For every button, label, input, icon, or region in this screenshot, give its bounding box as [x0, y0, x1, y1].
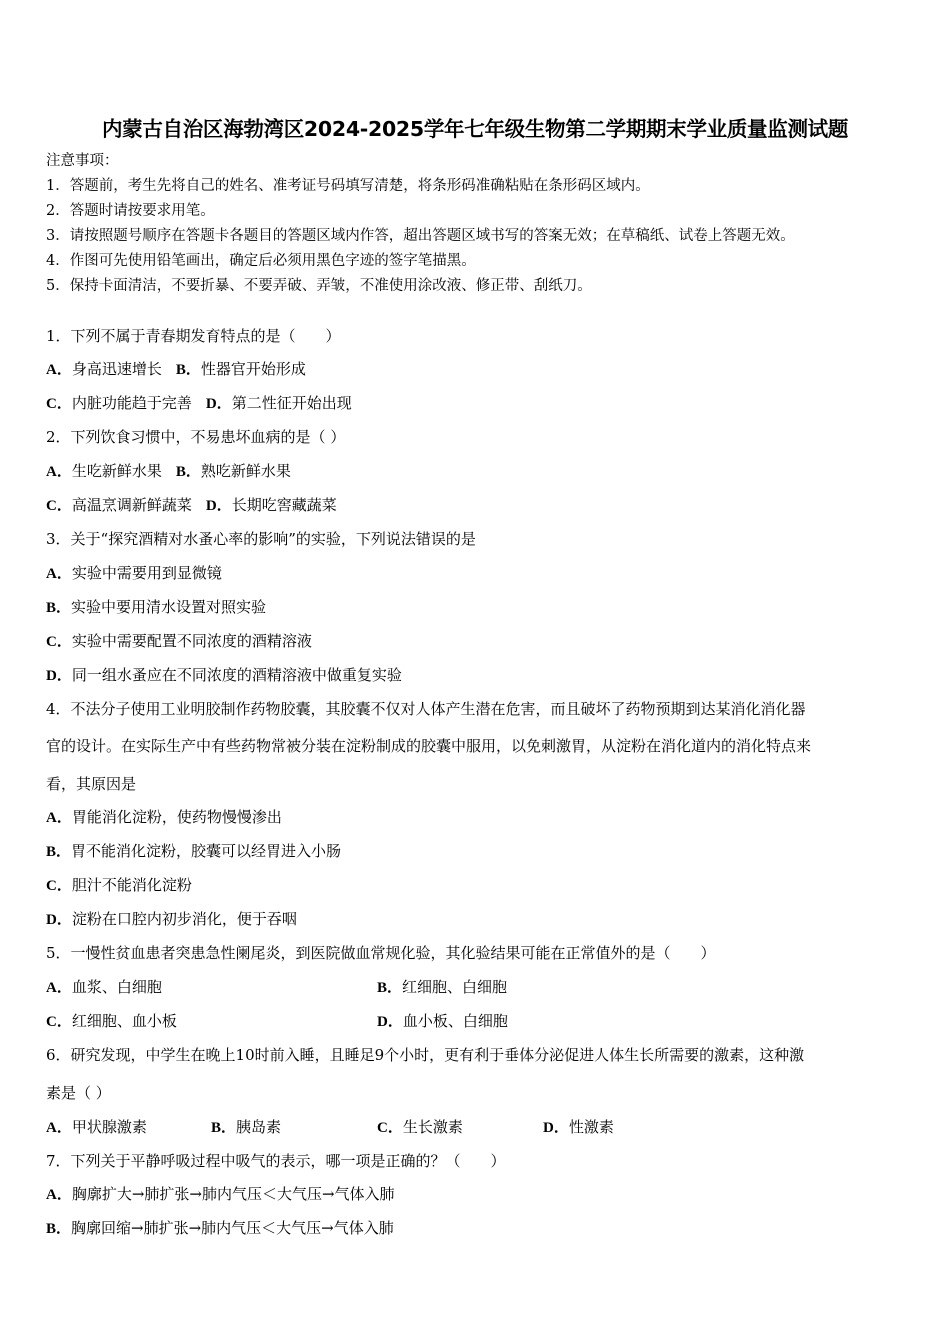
option-text: 性激素	[568, 1118, 614, 1136]
option-label: D．	[377, 1014, 403, 1030]
question-4-stem: 4．不法分子使用工业明胶制作药物胶囊，其胶囊不仅对人体产生潜在危害，而且破坏了药物预期到达某消化消化器	[46, 700, 806, 718]
question-6-option-a	[46, 1117, 147, 1138]
option-label: A．	[46, 810, 72, 826]
note-item: 4．作图可先使用铅笔画出，确定后必须用黑色字迹的签字笔描黑。	[46, 253, 476, 269]
option-label: A．	[46, 566, 72, 582]
question-6-option-c	[377, 1117, 463, 1138]
question-7-option-b	[46, 1218, 394, 1239]
option-text: 胆汁不能消化淀粉	[71, 876, 192, 894]
option-label: B．	[46, 844, 72, 860]
note-item: 1．答题前，考生先将自己的姓名、准考证号码填写清楚，将条形码准确粘贴在条形码区域内。	[46, 178, 650, 194]
notes-header: 注意事项：	[46, 153, 119, 169]
question-6-option-d	[543, 1117, 614, 1138]
option-label: B．	[211, 1120, 237, 1136]
option-label: D．	[46, 912, 72, 928]
option-d: 长期吃窖藏蔬菜	[231, 496, 337, 514]
question-3-stem: 3．关于“探究酒精对水蚤心率的影响”的实验，下列说法错误的是	[46, 530, 476, 548]
question-3-option-b	[46, 597, 266, 618]
question-3-option-d	[46, 665, 402, 686]
option-label: D．	[543, 1120, 569, 1136]
question-5-stem: 5．一慢性贫血患者突患急性阑尾炎，到医院做血常规化验，其化验结果可能在正常值外的是（ ）	[46, 944, 716, 962]
question-1-options-ab	[46, 359, 306, 380]
question-7-stem: 7．下列关于平静呼吸过程中吸气的表示，哪一项是正确的？（ ）	[46, 1152, 506, 1170]
option-label: C．	[46, 878, 72, 894]
question-1-options-cd	[46, 393, 352, 414]
question-7-option-a	[46, 1184, 395, 1205]
option-text: 胰岛素	[236, 1118, 282, 1136]
page-title: 内蒙古自治区海勃湾区2024-2025学年七年级生物第二学期期末学业质量监测试题	[101, 117, 849, 141]
question-3-option-c	[46, 631, 312, 652]
option-b: 熟吃新鲜水果	[200, 462, 291, 480]
question-3-option-a	[46, 563, 222, 584]
option-label: A．	[46, 980, 72, 996]
option-label: D．	[46, 668, 72, 684]
question-5-option-d	[377, 1011, 508, 1032]
option-c: 高温烹调新鲜蔬菜	[71, 496, 192, 514]
option-a: 身高迅速增长	[71, 360, 162, 378]
option-text: 实验中需要用到显微镜	[71, 564, 222, 582]
option-text: 胸廓回缩→肺扩张→肺内气压＜大气压→气体入肺	[71, 1219, 394, 1237]
option-label: C．	[46, 634, 72, 650]
question-4-option-c	[46, 875, 192, 896]
option-label: C．	[46, 498, 72, 514]
option-label: A．	[46, 1187, 72, 1203]
option-label: D．	[205, 498, 232, 514]
question-2-stem: 2．下列饮食习惯中，不易患坏血病的是（ ）	[46, 428, 346, 446]
option-text: 胃能消化淀粉，使药物慢慢渗出	[71, 808, 282, 826]
option-label: C．	[46, 1014, 72, 1030]
option-text: 甲状腺激素	[71, 1118, 147, 1136]
question-6-stem: 6．研究发现，中学生在晚上10时前入睡，且睡足9个小时，更有利于垂体分泌促进人体生长所需要的激素，这种激	[46, 1046, 805, 1064]
option-text: 同一组水蚤应在不同浓度的酒精溶液中做重复实验	[71, 666, 402, 684]
question-4-option-d	[46, 909, 297, 930]
option-label: B．	[175, 464, 201, 480]
option-text: 胸廓扩大→肺扩张→肺内气压＜大气压→气体入肺	[71, 1185, 395, 1203]
question-4-option-b	[46, 841, 341, 862]
question-6-stem: 素是（ ）	[46, 1084, 111, 1102]
option-label: B．	[46, 1221, 72, 1237]
question-4-stem: 看，其原因是	[46, 775, 137, 793]
option-text: 红细胞、血小板	[71, 1012, 177, 1030]
option-text: 胃不能消化淀粉，胶囊可以经胃进入小肠	[71, 842, 342, 860]
option-label: C．	[377, 1120, 403, 1136]
option-a: 生吃新鲜水果	[71, 462, 162, 480]
option-label: B．	[46, 600, 72, 616]
question-2-options-cd	[46, 495, 337, 516]
question-4-stem: 官的设计。在实际生产中有些药物常被分装在淀粉制成的胶囊中服用，以免刺激胃，从淀粉在消化道内的消化特点来	[46, 737, 812, 755]
option-c: 内脏功能趋于完善	[71, 394, 192, 412]
question-2-options-ab	[46, 461, 291, 482]
option-b: 性器官开始形成	[200, 360, 306, 378]
question-5-option-b	[377, 977, 507, 998]
option-text: 红细胞、白细胞	[402, 978, 508, 996]
option-d: 第二性征开始出现	[231, 394, 352, 412]
option-label: A．	[46, 362, 72, 378]
option-label: B．	[377, 980, 403, 996]
option-text: 生长激素	[402, 1118, 463, 1136]
option-label: A．	[46, 464, 72, 480]
question-4-option-a	[46, 807, 282, 828]
option-text: 实验中要用清水设置对照实验	[71, 598, 267, 616]
option-text: 血小板、白细胞	[402, 1012, 508, 1030]
note-item: 3．请按照题号顺序在答题卡各题目的答题区域内作答，超出答题区域书写的答案无效；在草稿纸、试卷上答题无效。	[46, 228, 795, 244]
note-item: 5．保持卡面清洁，不要折暴、不要弄破、弄皱，不准使用涂改液、修正带、刮纸刀。	[46, 278, 592, 294]
option-text: 实验中需要配置不同浓度的酒精溶液	[71, 632, 312, 650]
option-label: A．	[46, 1120, 72, 1136]
option-label: C．	[46, 396, 72, 412]
option-label: B．	[175, 362, 201, 378]
note-item: 2．答题时请按要求用笔。	[46, 203, 215, 219]
option-text: 淀粉在口腔内初步消化，便于吞咽	[71, 910, 297, 928]
option-text: 血浆、白细胞	[71, 978, 162, 996]
question-6-option-b	[211, 1117, 281, 1138]
question-1-stem: 1．下列不属于青春期发育特点的是（ ）	[46, 327, 341, 345]
question-5-option-a	[46, 977, 162, 998]
option-label: D．	[205, 396, 232, 412]
question-5-option-c	[46, 1011, 177, 1032]
